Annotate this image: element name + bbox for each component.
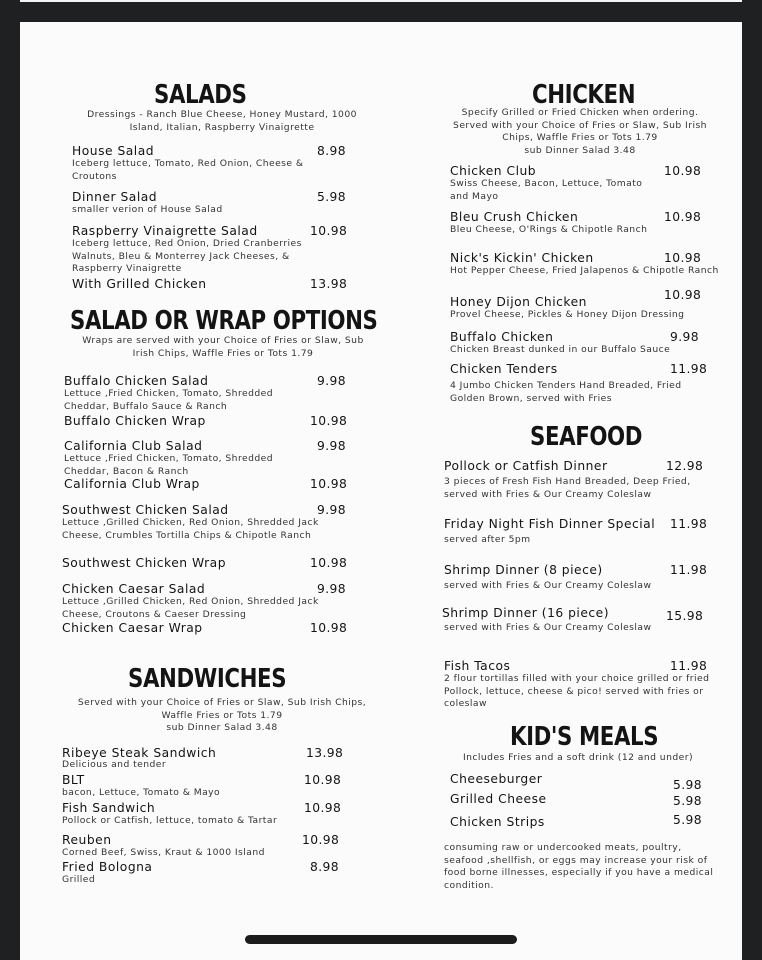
- wraps-title: SALAD OR WRAP OPTIONS: [70, 306, 378, 336]
- menu-item-desc: Grilled: [62, 874, 96, 885]
- menu-item-name: Cheeseburger: [450, 772, 543, 786]
- menu-item-price: 9.98: [670, 330, 699, 344]
- chicken-note: Specify Grilled or Fried Chicken when ordering. Served with your Choice of Fries or Slaw, Sub Irish Chips, Waffle Fries or Tots 1.79: [453, 107, 707, 143]
- menu-item-desc: Provel Cheese, Pickles & Honey Dijon Dressing: [450, 309, 685, 320]
- menu-item-name: Chicken Caesar Salad: [62, 582, 206, 596]
- menu-item-price: 10.98: [664, 210, 702, 224]
- menu-item-name: California Club Salad: [64, 439, 203, 453]
- chicken-note-sub: sub Dinner Salad 3.48: [524, 145, 636, 156]
- menu-item-price: 5.98: [317, 190, 346, 204]
- menu-item-name: Chicken Strips: [450, 815, 545, 829]
- menu-item-desc: Iceberg lettuce, Red Onion, Dried Cranberries Walnuts, Bleu & Monterrey Jack Cheeses, & Raspberry Vinaigrette: [72, 238, 302, 274]
- menu-item-price: 13.98: [310, 277, 348, 291]
- menu-item-price: 9.98: [317, 374, 346, 388]
- menu-item-name: Buffalo Chicken: [450, 330, 554, 344]
- menu-item-price: 11.98: [670, 659, 708, 673]
- sandwiches-title: SANDWICHES: [128, 664, 287, 694]
- menu-item-price: 5.98: [673, 813, 702, 827]
- menu-item-price: 5.98: [673, 778, 702, 792]
- menu-item-desc: 2 flour tortillas filled with your choice grilled or fried Pollock, lettuce, cheese & pico! served with fries or coleslaw: [444, 673, 710, 709]
- menu-item-desc: 3 pieces of Fresh Fish Hand Breaded, Deep Fried, served with Fries & Our Creamy Coleslaw: [444, 476, 691, 500]
- seafood-title: SEAFOOD: [530, 422, 643, 452]
- menu-item-name: House Salad: [72, 144, 155, 158]
- salads-dressings-note: Dressings - Ranch Blue Cheese, Honey Mustard, 1000 Island, Italian, Raspberry Vinaigrette: [87, 109, 357, 133]
- menu-item-price: 12.98: [666, 459, 704, 473]
- menu-item-desc: Lettuce ,Fried Chicken, Tomato, Shredded Cheddar, Bacon & Ranch: [64, 453, 274, 477]
- menu-item-desc: Delicious and tender: [62, 759, 167, 770]
- menu-item-desc: Pollock or Catfish, lettuce, tomato & Tartar: [62, 815, 278, 826]
- menu-item-desc: Corned Beef, Swiss, Kraut & 1000 Island: [62, 847, 265, 858]
- menu-item-name: BLT: [62, 773, 85, 787]
- menu-item-desc: smaller verion of House Salad: [72, 204, 223, 215]
- menu-item-name: Shrimp Dinner (8 piece): [444, 563, 603, 577]
- menu-item-name: California Club Wrap: [64, 477, 200, 491]
- menu-item-name: Buffalo Chicken Salad: [64, 374, 209, 388]
- menu-item-name: Bleu Crush Chicken: [450, 210, 579, 224]
- menu-item-name: Honey Dijon Chicken: [450, 295, 587, 309]
- menu-item-desc: Lettuce ,Fried Chicken, Tomato, Shredded Cheddar, Buffalo Sauce & Ranch: [64, 388, 274, 412]
- menu-item-desc: bacon, Lettuce, Tomato & Mayo: [62, 787, 221, 798]
- menu-item-price: 10.98: [302, 833, 340, 847]
- menu-item-price: 10.98: [310, 477, 348, 491]
- menu-item-price: 10.98: [664, 288, 702, 302]
- menu-item-price: 10.98: [304, 801, 342, 815]
- menu-item-price: 8.98: [310, 860, 339, 874]
- menu-item-name: Grilled Cheese: [450, 792, 547, 806]
- home-indicator[interactable]: [245, 935, 517, 944]
- menu-item-name: Raspberry Vinaigrette Salad: [72, 224, 258, 238]
- menu-item-name: Chicken Tenders: [450, 362, 558, 376]
- menu-item-name: Fried Bologna: [62, 860, 153, 874]
- menu-item-price: 10.98: [310, 556, 348, 570]
- menu-item-price: 11.98: [670, 563, 708, 577]
- menu-item-price: 10.98: [310, 224, 348, 238]
- menu-item-price: 13.98: [306, 746, 344, 760]
- menu-item-desc: Hot Pepper Cheese, Fried Jalapenos & Chipotle Ranch: [450, 265, 719, 276]
- menu-item-name: Southwest Chicken Salad: [62, 503, 229, 517]
- menu-item-desc: Iceberg lettuce, Tomato, Red Onion, Cheese & Croutons: [72, 158, 304, 182]
- salads-title: SALADS: [154, 80, 247, 110]
- menu-item-desc: served with Fries & Our Creamy Coleslaw: [444, 580, 652, 591]
- menu-item-name: Pollock or Catfish Dinner: [444, 459, 608, 473]
- menu-item-price: 10.98: [304, 773, 342, 787]
- menu-item-desc: Swiss Cheese, Bacon, Lettuce, Tomato and Mayo: [450, 178, 643, 202]
- top-edge-line: [20, 0, 742, 2]
- menu-item-name: Buffalo Chicken Wrap: [64, 414, 206, 428]
- menu-item-price: 10.98: [664, 251, 702, 265]
- menu-item-name: Chicken Caesar Wrap: [62, 621, 203, 635]
- menu-item-price: 15.98: [666, 609, 704, 623]
- menu-item-price: 8.98: [317, 144, 346, 158]
- menu-item-desc: served with Fries & Our Creamy Coleslaw: [444, 622, 652, 633]
- menu-page: [20, 22, 742, 960]
- sandwiches-note: Served with your Choice of Fries or Slaw, Sub Irish Chips, Waffle Fries or Tots 1.79: [77, 697, 367, 721]
- menu-item-price: 10.98: [310, 414, 348, 428]
- menu-item-name: With Grilled Chicken: [72, 277, 207, 291]
- menu-item-name: Southwest Chicken Wrap: [62, 556, 227, 570]
- sandwiches-note-sub: sub Dinner Salad 3.48: [166, 722, 278, 733]
- kids-title: KID'S MEALS: [510, 722, 659, 752]
- menu-item-desc: Bleu Cheese, O'Rings & Chipotle Ranch: [450, 224, 648, 235]
- menu-item-price: 9.98: [317, 503, 346, 517]
- menu-item-name: Shrimp Dinner (16 piece): [442, 606, 610, 620]
- food-safety-disclaimer: consuming raw or undercooked meats, poultry, seafood ,shellfish, or eggs may increase your risk of food borne illnesses, especially if you have a medical condition.: [444, 842, 714, 891]
- menu-item-price: 10.98: [310, 621, 348, 635]
- menu-item-name: Friday Night Fish Dinner Special: [444, 517, 656, 531]
- menu-item-name: Chicken Club: [450, 164, 537, 178]
- kids-note: Includes Fries and a soft drink (12 and under): [462, 752, 694, 763]
- chicken-title: CHICKEN: [532, 80, 636, 110]
- menu-item-price: 9.98: [317, 439, 346, 453]
- menu-item-desc: served after 5pm: [444, 534, 531, 545]
- menu-item-name: Dinner Salad: [72, 190, 158, 204]
- menu-item-name: Fish Tacos: [444, 659, 511, 673]
- menu-item-price: 11.98: [670, 517, 708, 531]
- menu-item-price: 10.98: [664, 164, 702, 178]
- menu-item-desc: Lettuce ,Grilled Chicken, Red Onion, Shredded Jack Cheese, Croutons & Caeser Dressing: [62, 596, 319, 620]
- menu-item-desc: 4 Jumbo Chicken Tenders Hand Breaded, Fried Golden Brown, served with Fries: [450, 380, 682, 404]
- menu-item-name: Reuben: [62, 833, 112, 847]
- menu-item-price: 5.98: [673, 794, 702, 808]
- menu-item-price: 9.98: [317, 582, 346, 596]
- menu-item-desc: Chicken Breast dunked in our Buffalo Sauce: [450, 344, 671, 355]
- menu-item-price: 11.98: [670, 362, 708, 376]
- menu-item-name: Fish Sandwich: [62, 801, 156, 815]
- wraps-note: Wraps are served with your Choice of Fries or Slaw, Sub Irish Chips, Waffle Fries or Tots 1.79: [82, 335, 364, 359]
- menu-item-name: Ribeye Steak Sandwich: [62, 746, 217, 760]
- menu-item-desc: Lettuce ,Grilled Chicken, Red Onion, Shredded Jack Cheese, Crumbles Tortilla Chips & Chipotle Ranch: [62, 517, 319, 541]
- menu-item-name: Nick's Kickin' Chicken: [450, 251, 594, 265]
